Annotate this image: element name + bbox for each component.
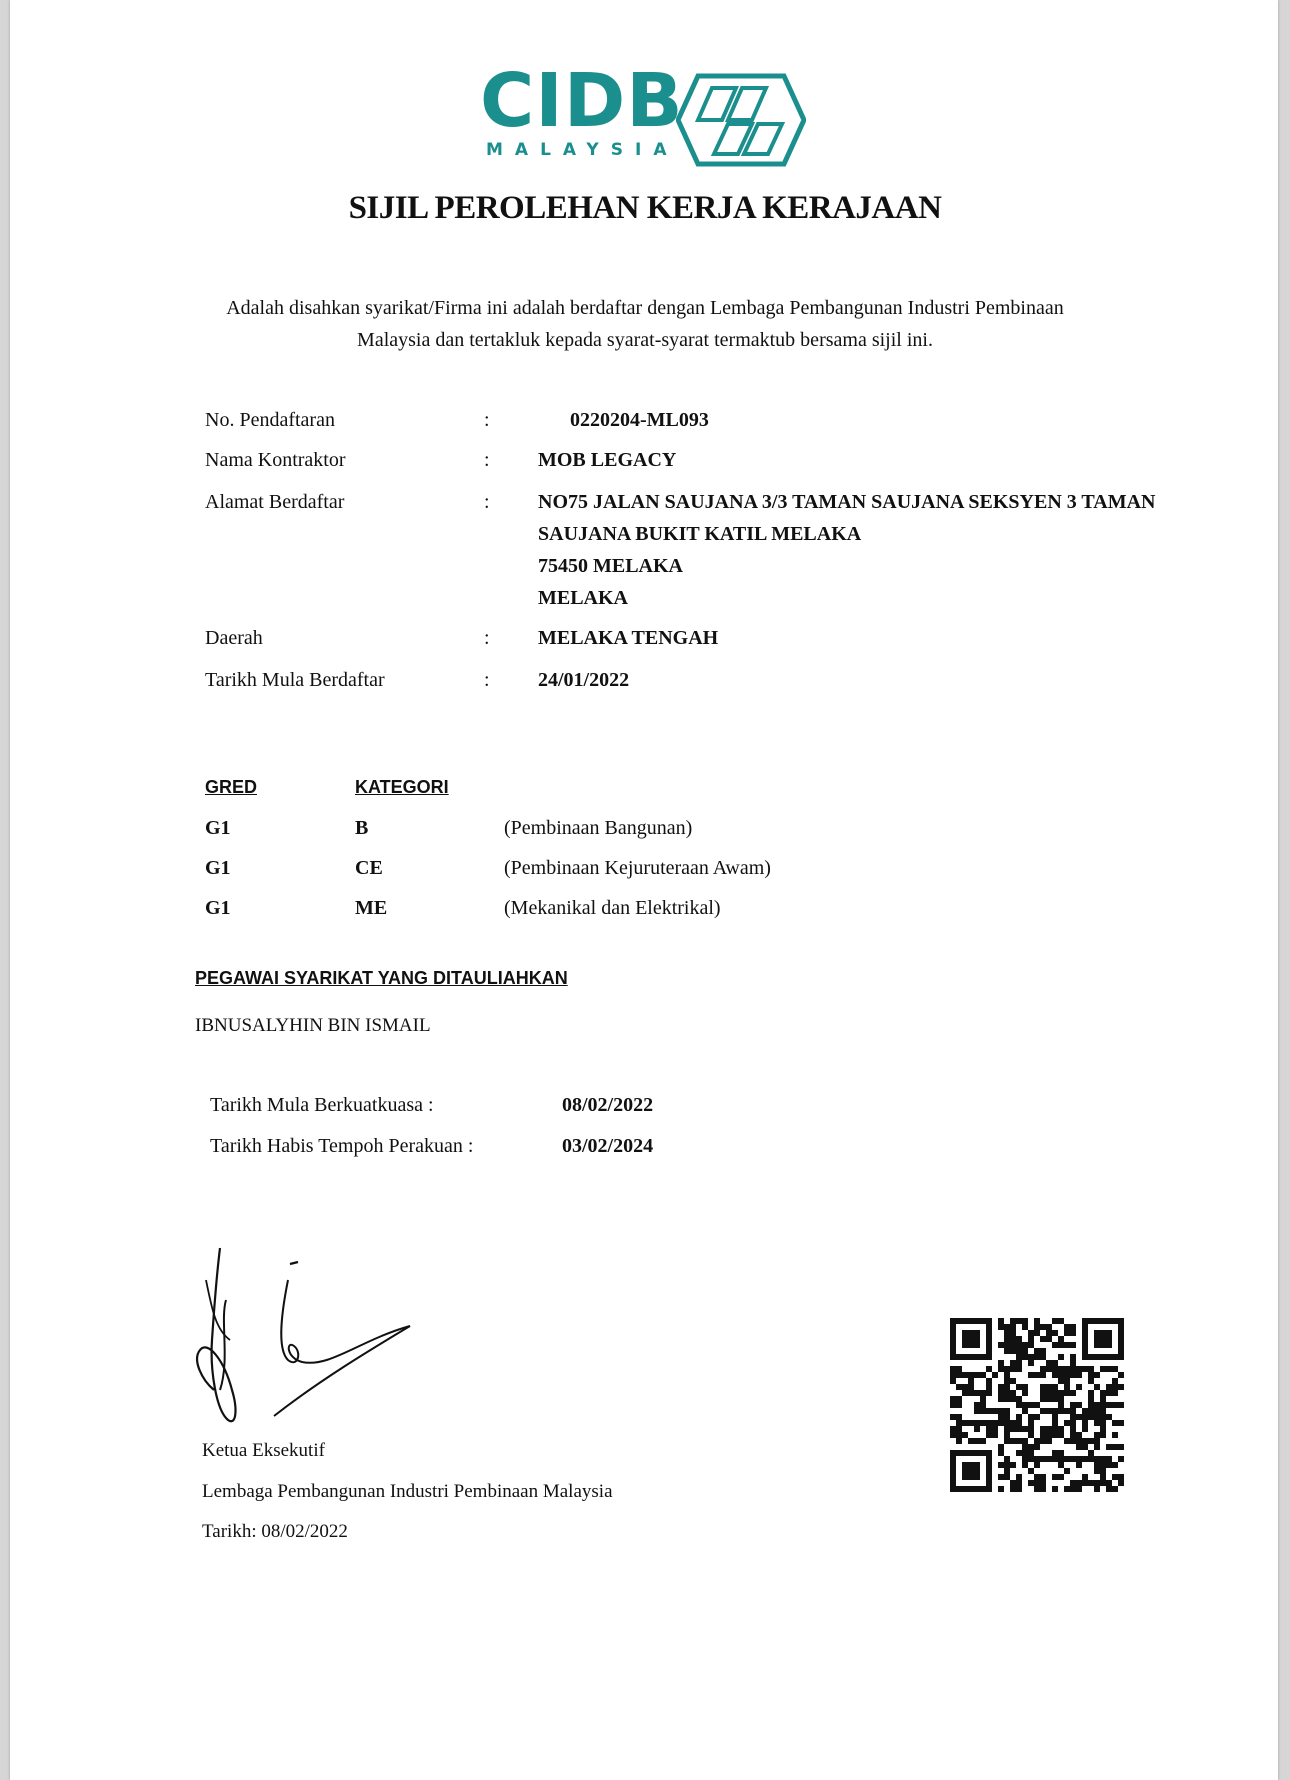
grade-cell: G1 bbox=[205, 817, 231, 839]
signature-image bbox=[190, 1240, 430, 1430]
category-cell: ME bbox=[355, 897, 388, 919]
certificate-title: SIJIL PEROLEHAN KERJA KERAJAAN bbox=[348, 190, 942, 226]
grade-header: GRED bbox=[205, 777, 258, 797]
qr-code-icon bbox=[950, 1318, 1124, 1492]
officer-heading: PEGAWAI SYARIKAT YANG DITAULIAHKAN bbox=[195, 968, 568, 988]
address-colon: : bbox=[484, 491, 490, 513]
registration-value: 0220204-ML093 bbox=[570, 409, 709, 431]
district-value: MELAKA TENGAH bbox=[538, 627, 719, 649]
category-description: (Pembinaan Bangunan) bbox=[504, 817, 693, 839]
intro-paragraph bbox=[170, 292, 1120, 356]
category-cell: B bbox=[355, 817, 369, 839]
category-header: KATEGORI bbox=[355, 777, 449, 797]
effective-date-value: 08/02/2022 bbox=[562, 1094, 654, 1116]
address-value bbox=[538, 486, 1155, 614]
contractor-colon: : bbox=[484, 449, 490, 471]
district-colon: : bbox=[484, 627, 490, 649]
start-date-label: Tarikh Mula Berdaftar bbox=[205, 669, 385, 691]
address-line: NO75 JALAN SAUJANA 3/3 TAMAN SAUJANA SEKSYEN 3 TAMAN bbox=[538, 491, 1156, 513]
intro-line-1: Adalah disahkan syarikat/Firma ini adalah berdaftar dengan Lembaga Pembangunan Industri Pembinaan bbox=[226, 297, 1064, 319]
start-date-colon: : bbox=[484, 669, 490, 691]
contractor-label: Nama Kontraktor bbox=[205, 449, 346, 471]
certificate-page bbox=[10, 0, 1278, 1780]
grade-cell: G1 bbox=[205, 857, 231, 879]
logo-subtext: MALAYSIA bbox=[486, 140, 679, 160]
address-line: SAUJANA BUKIT KATIL MELAKA bbox=[538, 523, 862, 545]
category-cell: CE bbox=[355, 857, 383, 879]
signatory-date: Tarikh: 08/02/2022 bbox=[202, 1521, 348, 1542]
address-line: 75450 MELAKA bbox=[538, 555, 683, 577]
signatory-title: Ketua Eksekutif bbox=[202, 1440, 325, 1461]
start-date-value: 24/01/2022 bbox=[538, 669, 630, 691]
district-label: Daerah bbox=[205, 627, 263, 649]
officer-name: IBNUSALYHIN BIN ISMAIL bbox=[195, 1015, 431, 1036]
expiry-date-value: 03/02/2024 bbox=[562, 1135, 654, 1157]
grade-cell: G1 bbox=[205, 897, 231, 919]
intro-line-2: Malaysia dan tertakluk kepada syarat-syarat termaktub bersama sijil ini. bbox=[357, 329, 933, 351]
address-label: Alamat Berdaftar bbox=[205, 491, 345, 513]
signatory-organisation: Lembaga Pembangunan Industri Pembinaan Malaysia bbox=[202, 1481, 613, 1502]
category-description: (Mekanikal dan Elektrikal) bbox=[504, 897, 721, 919]
contractor-value: MOB LEGACY bbox=[538, 449, 677, 471]
cidb-logo bbox=[480, 58, 820, 168]
registration-colon: : bbox=[484, 409, 490, 431]
logo-wordmark: CIDB bbox=[480, 58, 684, 144]
logo-emblem-icon bbox=[676, 72, 806, 168]
expiry-date-label: Tarikh Habis Tempoh Perakuan : bbox=[210, 1135, 474, 1157]
category-description: (Pembinaan Kejuruteraan Awam) bbox=[504, 857, 771, 879]
registration-label: No. Pendaftaran bbox=[205, 409, 335, 431]
effective-date-label: Tarikh Mula Berkuatkuasa : bbox=[210, 1094, 434, 1116]
address-line: MELAKA bbox=[538, 587, 628, 609]
